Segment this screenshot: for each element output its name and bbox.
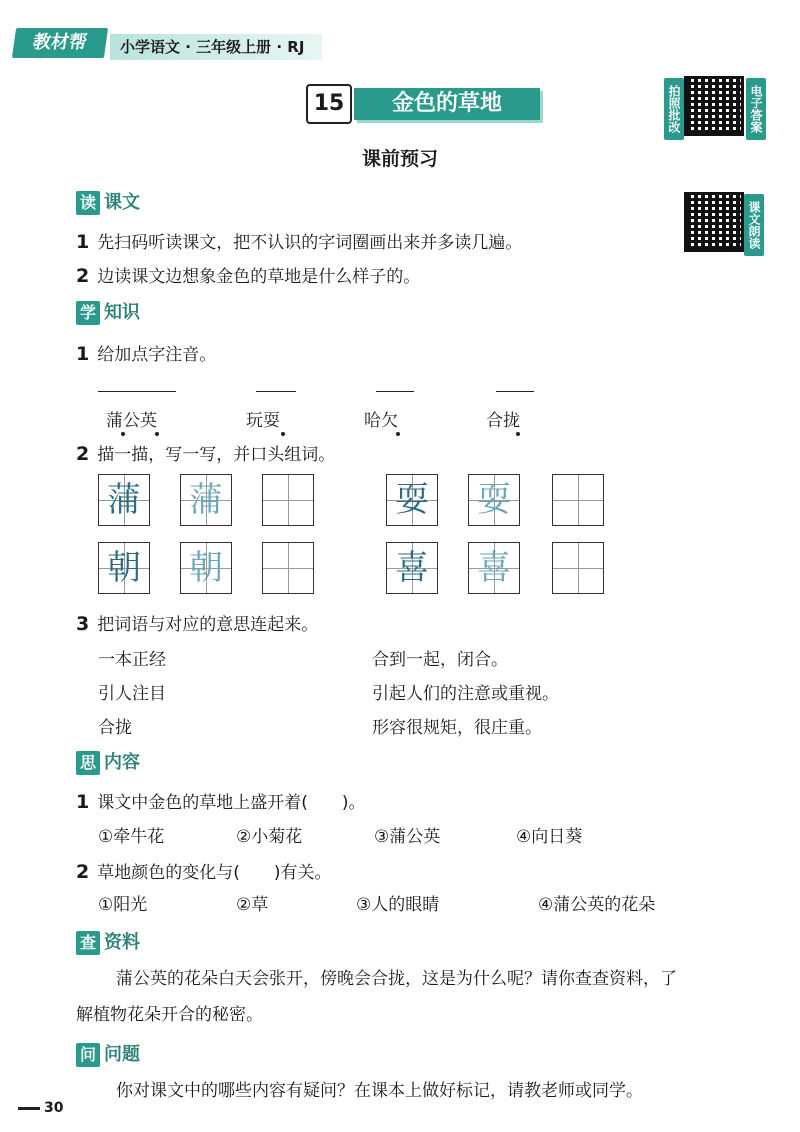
item-text: 草地颜色的变化与( )有关。 bbox=[97, 863, 332, 883]
qr-code-reading-icon[interactable] bbox=[684, 192, 744, 252]
section-title: 课前预习 bbox=[361, 148, 438, 170]
ask-title: 问题 bbox=[104, 1044, 140, 1065]
item-text: 边读课文边想象金色的草地是什么样子的。 bbox=[97, 267, 421, 287]
lesson-number: 15 bbox=[306, 84, 352, 124]
read-item-1 bbox=[76, 228, 522, 253]
write-grid[interactable] bbox=[262, 542, 314, 594]
pinyin-blank-3[interactable] bbox=[376, 391, 414, 392]
write-grid[interactable] bbox=[552, 542, 604, 594]
item-number: 2 bbox=[76, 443, 90, 465]
match-right-1[interactable]: 合到一起，闭合。 bbox=[372, 650, 508, 670]
read-item-2 bbox=[76, 262, 420, 287]
emphasis-dot bbox=[155, 432, 159, 436]
option[interactable]: ①牵牛花 bbox=[98, 827, 165, 847]
check-text-line-1: 蒲公英的花朵白天会张开，傍晚会合拢，这是为什么呢？请你查查资料，了 bbox=[116, 969, 677, 989]
pinyin-blank-2[interactable] bbox=[256, 391, 296, 392]
pinyin-word-2: 玩耍 bbox=[246, 411, 280, 431]
page-number: 30 bbox=[18, 1100, 63, 1116]
item-number: 2 bbox=[76, 861, 90, 883]
learn-q2 bbox=[76, 440, 335, 465]
trace-grid: 蒲 bbox=[180, 474, 232, 526]
item-number: 1 bbox=[76, 231, 90, 253]
pinyin-word-3: 哈欠 bbox=[364, 411, 398, 431]
option[interactable]: ②小菊花 bbox=[236, 827, 303, 847]
write-grid[interactable] bbox=[552, 474, 604, 526]
item-text: 给加点字注音。 bbox=[97, 345, 217, 365]
section-check-header bbox=[76, 928, 140, 955]
think-q2 bbox=[76, 858, 332, 883]
match-left-3[interactable]: 合拢 bbox=[98, 718, 132, 738]
ask-tag: 问 bbox=[76, 1043, 100, 1067]
pinyin-blank-1[interactable] bbox=[98, 391, 176, 392]
think-title: 内容 bbox=[104, 752, 140, 773]
emphasis-dot bbox=[516, 432, 520, 436]
option[interactable]: ②草 bbox=[236, 895, 269, 915]
think-tag: 思 bbox=[76, 751, 100, 775]
emphasis-dot bbox=[281, 432, 285, 436]
write-grid[interactable] bbox=[262, 474, 314, 526]
match-right-2[interactable]: 引起人们的注意或重视。 bbox=[372, 684, 559, 704]
qr-tag-grading: 拍照批改 bbox=[664, 78, 684, 140]
trace-grid: 喜 bbox=[386, 542, 438, 594]
trace-grid: 朝 bbox=[180, 542, 232, 594]
match-left-1[interactable]: 一本正经 bbox=[98, 650, 166, 670]
pinyin-blank-4[interactable] bbox=[496, 391, 534, 392]
brand-logo: 教材帮 bbox=[12, 28, 108, 58]
ask-text-line-1: 你对课文中的哪些内容有疑问？在课本上做好标记，请教老师或同学。 bbox=[116, 1081, 643, 1101]
read-tag: 读 bbox=[76, 191, 100, 215]
section-learn-header bbox=[76, 298, 140, 325]
subject-label: 小学语文 · 三年级上册 · RJ bbox=[110, 34, 322, 60]
trace-grid: 耍 bbox=[386, 474, 438, 526]
item-number: 2 bbox=[76, 265, 90, 287]
learn-q3 bbox=[76, 610, 318, 635]
item-text: 把词语与对应的意思连起来。 bbox=[97, 615, 319, 635]
read-title: 课文 bbox=[104, 192, 140, 213]
learn-tag: 学 bbox=[76, 301, 100, 325]
item-text: 课文中金色的草地上盛开着( )。 bbox=[97, 793, 366, 813]
trace-grid: 蒲 bbox=[98, 474, 150, 526]
section-ask-header bbox=[76, 1040, 140, 1067]
trace-grid: 朝 bbox=[98, 542, 150, 594]
learn-q1 bbox=[76, 340, 216, 365]
trace-grid: 喜 bbox=[468, 542, 520, 594]
emphasis-dot bbox=[396, 432, 400, 436]
option[interactable]: ③人的眼睛 bbox=[356, 895, 440, 915]
item-number: 3 bbox=[76, 613, 90, 635]
item-text: 描一描，写一写，并口头组词。 bbox=[97, 445, 336, 465]
learn-title: 知识 bbox=[104, 302, 140, 323]
qr-tag-answers: 电子答案 bbox=[746, 78, 766, 140]
option[interactable]: ①阳光 bbox=[98, 895, 148, 915]
qr-code-answers-icon[interactable] bbox=[684, 76, 744, 136]
option[interactable]: ④向日葵 bbox=[516, 827, 583, 847]
section-think-header bbox=[76, 748, 140, 775]
item-number: 1 bbox=[76, 791, 90, 813]
check-text-line-2: 解植物花朵开合的秘密。 bbox=[76, 1005, 263, 1025]
emphasis-dot bbox=[121, 432, 125, 436]
match-right-3[interactable]: 形容很规矩，很庄重。 bbox=[372, 718, 542, 738]
qr-tag-reading: 课文朗读 bbox=[744, 194, 764, 256]
option[interactable]: ③蒲公英 bbox=[374, 827, 441, 847]
trace-grid: 耍 bbox=[468, 474, 520, 526]
pinyin-word-4: 合拢 bbox=[486, 411, 520, 431]
think-q1 bbox=[76, 788, 366, 813]
item-number: 1 bbox=[76, 343, 90, 365]
check-tag: 查 bbox=[76, 931, 100, 955]
option[interactable]: ④蒲公英的花朵 bbox=[538, 895, 656, 915]
check-title: 资料 bbox=[104, 932, 140, 953]
lesson-title: 金色的草地 bbox=[354, 88, 540, 120]
match-left-2[interactable]: 引人注目 bbox=[98, 684, 166, 704]
item-text: 先扫码听读课文，把不认识的字词圈画出来并多读几遍。 bbox=[97, 233, 523, 253]
pinyin-word-1: 蒲公英 bbox=[106, 411, 157, 431]
section-read-header bbox=[76, 188, 140, 215]
